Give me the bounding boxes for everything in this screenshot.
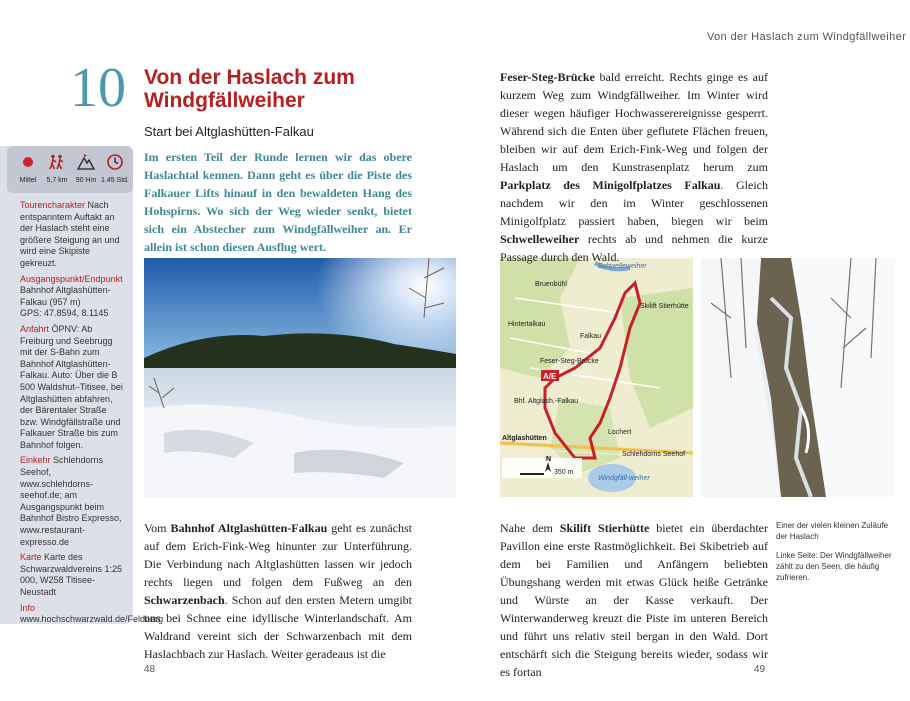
section-text: Bahnhof Altglashütten-Falkau (957 m) [20, 285, 111, 307]
svg-text:Windgfäll-weiher: Windgfäll-weiher [598, 475, 650, 482]
clock-icon [106, 153, 124, 171]
section-text: ÖPNV: Ab Freiburg und Seebrugg mit der S-Bahn zum Bahnhof Altglashütten-Falkau. Auto: Über die B 500 Waldshut–Titisee, bei Altglashütten abfahren, der Bärentaler Straße bzw. Windgfällstraße und Falkauer Straße bis zum Bahnhof folgen. [20, 323, 123, 450]
svg-text:Schwelleweiher: Schwelleweiher [598, 263, 647, 270]
stat-difficulty [13, 153, 43, 184]
stat-elevation-label: 90 Hm [75, 177, 97, 184]
body-text-left: Vom Bahnhof Altglashütten-Falkau geht es zunächst auf dem Erich-Fink-Weg hinunter zur Unterführung. Die Verbindung nach Altglashütten lassen wir jedoch rechts liegen und folgen dem Fußweg an den Schwarzenbach. Schon auf den ersten Metern umgibt uns bei Schnee eine idyllische Winterlandschaft. Am Waldrand vereint sich der Schwarzenbach mit dem Haslachbach zur Haslach. Weiter geradeaus ist die [144, 521, 413, 661]
svg-text:Bruenbühl: Bruenbühl [535, 281, 567, 288]
section-tourencharakter [20, 200, 126, 270]
page-number-left: 48 [144, 664, 156, 675]
intro-paragraph: Im ersten Teil der Runde lernen wir das obere Haslachtal kennen. Dann geht es über die Piste des Falkauer Lifts hinauf in den bewaldeten Hang des Hohspirns. Wo sich der Weg wieder senkt, bietet sich ein Abstecher zum Windgfällweiher an. Er allein ist schon diesen Ausflug wert. [144, 150, 412, 254]
sidebar-info-text [20, 200, 164, 630]
section-text: www.hochschwarzwald.de/Feldberg [20, 614, 164, 625]
section-heading: Info [20, 602, 36, 613]
svg-text:Hintertalkau: Hintertalkau [508, 321, 546, 328]
running-header: Von der Haslach zum Windgfällweiher [707, 31, 907, 43]
svg-text:Skilift Stierhütte: Skilift Stierhütte [640, 303, 689, 310]
section-heading: Anfahrt [20, 323, 50, 334]
north-arrow-icon: N [546, 456, 552, 463]
section-info [20, 602, 164, 626]
route-map [500, 258, 693, 497]
tour-number: 10 [70, 57, 126, 119]
stat-elevation [71, 153, 101, 184]
start-end-marker: A/E [543, 372, 557, 381]
section-heading: Karte [20, 552, 42, 563]
mountain-elevation-icon [77, 153, 95, 171]
svg-text:Bhf. Altglash.-Falkau: Bhf. Altglash.-Falkau [514, 398, 579, 405]
section-karte [20, 552, 126, 598]
stat-distance-label: 5,7 km [46, 177, 68, 184]
stat-duration-label: 1.45 Std. [100, 177, 130, 184]
lake-winter-photo [144, 258, 456, 497]
section-text: Karte des Schwarzwaldvereins 1:25 000, W258 Titisee-Neustadt [20, 552, 123, 597]
tour-stats-box [7, 146, 133, 193]
page-number-right: 49 [754, 664, 766, 675]
body-text-right-top: Feser-Steg-Brücke bald erreicht. Rechts ginge es auf kurzem Weg zum Windgfällweiher. Im Winter wird dieser wegen häufiger Hochwasserereignisse gesperrt. Während sich die Enten über geflutete Flächen freuen, bleiben wir auf dem Erich-Fink-Weg und folgen der Haslach um den Kunstrasenplatz herum zum Parkplatz des Minigolfplatzes Falkau. Gleich nachdem wir den im Winter geschlossenen Minigolfplatz passiert haben, biegen wir beim Schwelleweiher rechts ab und nehmen die kurze Passage durch den Wald. [500, 70, 768, 264]
section-einkehr [20, 455, 126, 548]
stat-distance [42, 153, 72, 184]
section-anfahrt [20, 324, 126, 452]
svg-text:Feser-Steg-Brücke: Feser-Steg-Brücke [540, 358, 599, 365]
svg-text:Falkau: Falkau [580, 333, 602, 340]
caption-lake: Linke Seite: Der Windgfällweiher zählt zu den Seen, die häufig zufrieren. [776, 551, 892, 582]
difficulty-dot-icon [19, 153, 37, 171]
stat-duration [100, 153, 130, 184]
photo-captions [776, 520, 896, 591]
section-heading: Ausgangspunkt/Endpunkt [20, 273, 123, 284]
stat-difficulty-label: Mittel [19, 177, 37, 184]
caption-stream: Einer der vielen kleinen Zuläufe der Haslach [776, 521, 889, 541]
hikers-icon [48, 153, 66, 171]
svg-text:Altglashütten: Altglashütten [502, 435, 547, 442]
section-ausgangspunkt [20, 274, 126, 320]
gps-coordinates: GPS: 47.8594, 8.1145 [20, 308, 109, 319]
snowy-stream-photo [701, 258, 895, 497]
scale-label: 350 m [554, 469, 574, 476]
body-text-right-bottom: Nahe dem Skilift Stierhütte bietet ein überdachter Pavillon eine erste Rastmöglichkeit. Bei Skibetrieb auf dem bei Familien und Anfängern beliebten Übungshang werden mit etwas Glück heiße Getränke und Würste an der Kasse verkauft. Der Winterwanderweg kreuzt die Piste im unteren Bereich und führt uns relativ steil bergan in den Wald. Dort entschärft sich die Steigung bereits wieder, sodass wir es fortan [500, 521, 768, 679]
svg-text:Lochert: Lochert [608, 429, 632, 436]
tour-title: Von der Haslach zum Windgfällweiher [144, 66, 355, 112]
section-text: Nach entspanntem Auftakt an der Haslach steht eine größere Steigung an und wird eine Skipiste gekreuzt. [20, 200, 120, 268]
section-heading: Tourencharakter [20, 200, 86, 210]
tour-subtitle: Start bei Altglashütten-Falkau [144, 124, 314, 139]
section-heading: Einkehr [20, 455, 51, 466]
section-text: Schlehdorns Seehof, www.schlehdorns-seehof.de; am Ausgangspunkt beim Bahnhof Bistro Expresso, www.restaurant-expresso.de [20, 455, 122, 547]
svg-text:Schlehdorns Seehof: Schlehdorns Seehof [622, 451, 686, 458]
